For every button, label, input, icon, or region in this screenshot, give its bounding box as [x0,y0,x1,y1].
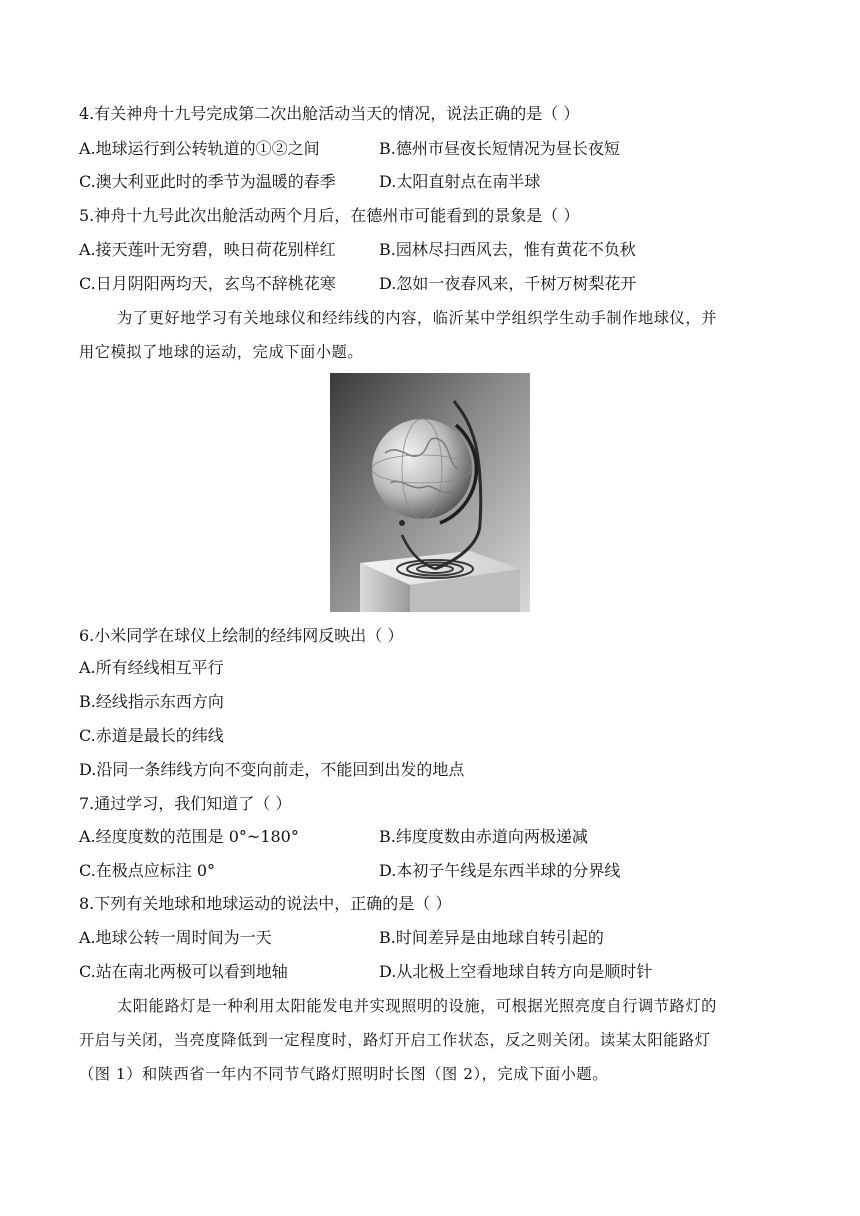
q8-option-c: C.站在南北两极可以看到地轴 [79,962,288,981]
passage1-line2: 用它模拟了地球的运动，完成下面小题。 [79,343,364,361]
q5-option-c: C.日月阴阳两均天，玄鸟不辞桃花寒 [79,274,336,293]
passage2-line1: 太阳能路灯是一种利用太阳能发电并实现照明的设施，可根据光照亮度自行调节路灯的 [117,997,717,1015]
q8-stem: 8.下列有关地球和地球运动的说法中，正确的是（ ） [79,894,452,913]
q6-stem: 6.小米同学在球仪上绘制的经纬网反映出（ ） [79,626,404,645]
q7-stem: 7.通过学习，我们知道了（ ） [79,794,292,813]
q6-option-d: D.沿同一条纬线方向不变向前走，不能回到出发的地点 [79,760,465,779]
q5-option-a: A.接天莲叶无穷碧，映日荷花别样红 [79,240,336,259]
q5-stem: 5.神舟十九号此次出舱活动两个月后，在德州市可能看到的景象是（ ） [79,206,580,225]
q4-option-b: B.德州市昼夜长短情况为昼长夜短 [379,139,620,158]
passage2-line3: （图 1）和陕西省一年内不同节气路灯照明时长图（图 2），完成下面小题。 [79,1065,608,1083]
q4-option-c: C.澳大利亚此时的季节为温暖的春季 [79,172,336,191]
q6-option-b: B.经线指示东西方向 [79,692,224,711]
q7-option-c: C.在极点应标注 0° [79,861,216,880]
globe-image [330,373,530,612]
q6-option-a: A.所有经线相互平行 [79,658,224,677]
q8-option-a: A.地球公转一周时间为一天 [79,928,272,947]
q4-option-d: D.太阳直射点在南半球 [379,172,541,191]
q4-option-a: A.地球运行到公转轨道的①②之间 [79,139,320,158]
globe-photo [330,373,530,612]
q5-option-b: B.园林尽扫西风去，惟有黄花不负秋 [379,240,636,259]
passage1-line1: 为了更好地学习有关地球仪和经纬线的内容，临沂某中学组织学生动手制作地球仪，并 [117,309,717,327]
q8-option-d: D.从北极上空看地球自转方向是顺时针 [379,962,653,981]
q7-option-b: B.纬度度数由赤道向两极递减 [379,827,588,846]
q7-option-d: D.本初子午线是东西半球的分界线 [379,861,621,880]
q4-stem: 4.有关神舟十九号完成第二次出舱活动当天的情况，说法正确的是（ ） [79,104,580,123]
q8-option-b: B.时间差异是由地球自转引起的 [379,928,604,947]
passage2-line2: 开启与关闭，当亮度降低到一定程度时，路灯开启工作状态，反之则关闭。读某太阳能路灯 [79,1031,711,1049]
q7-option-a: A.经度度数的范围是 0°~180° [79,827,299,846]
q5-option-d: D.忽如一夜春风来，千树万树梨花开 [379,274,637,293]
q6-option-c: C.赤道是最长的纬线 [79,726,224,745]
